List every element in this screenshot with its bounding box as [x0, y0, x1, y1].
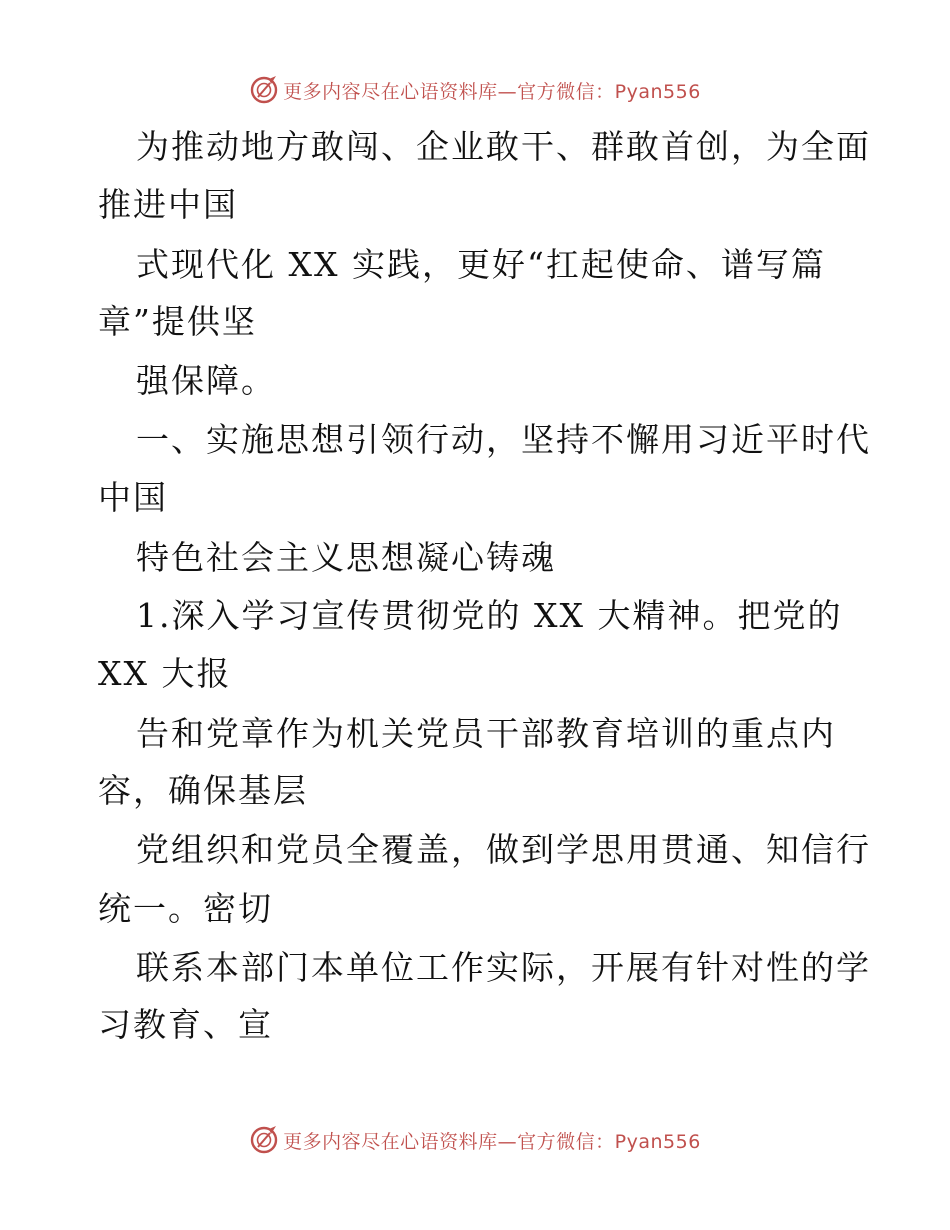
section-heading-line: 中国	[98, 478, 168, 517]
paragraph-line: 强保障。	[136, 361, 276, 400]
paragraph-line: 章”提供坚	[98, 302, 257, 341]
section-heading-line: 一、实施思想引领行动，坚持不懈用习近平时代	[136, 420, 871, 459]
section-heading-line: 特色社会主义思想凝心铸魂	[136, 538, 556, 577]
paragraph-line: 容，确保基层	[98, 771, 308, 810]
watermark-text: 更多内容尽在心语资料库—官方微信：Pyan556	[283, 1130, 701, 1153]
paragraph-line: 为推动地方敢闯、企业敢干、群敢首创，为全面	[136, 127, 871, 166]
paragraph-line: 统一。密切	[98, 889, 273, 928]
paragraph-line: 推进中国	[98, 185, 238, 224]
paragraph-line: 告和党章作为机关党员干部教育培训的重点内	[136, 714, 836, 753]
paragraph-line: 党组织和党员全覆盖，做到学思用贯通、知信行	[136, 830, 871, 869]
paragraph-line: 联系本部门本单位工作实际，开展有针对性的学	[136, 948, 871, 987]
header-watermark-banner	[0, 70, 950, 110]
watermark-text: 更多内容尽在心语资料库—官方微信：Pyan556	[283, 80, 701, 103]
feather-pen-logo-icon	[249, 75, 279, 105]
subsection-line: 1.深入学习宣传贯彻党的 XX 大精神。把党的	[136, 596, 843, 635]
paragraph-line: 式现代化 XX 实践，更好“扛起使命、谱写篇	[136, 245, 826, 284]
subsection-line: XX 大报	[98, 654, 232, 693]
feather-pen-logo-icon	[249, 1125, 279, 1155]
paragraph-line: 习教育、宣	[98, 1005, 273, 1044]
footer-watermark-banner	[0, 1120, 950, 1160]
